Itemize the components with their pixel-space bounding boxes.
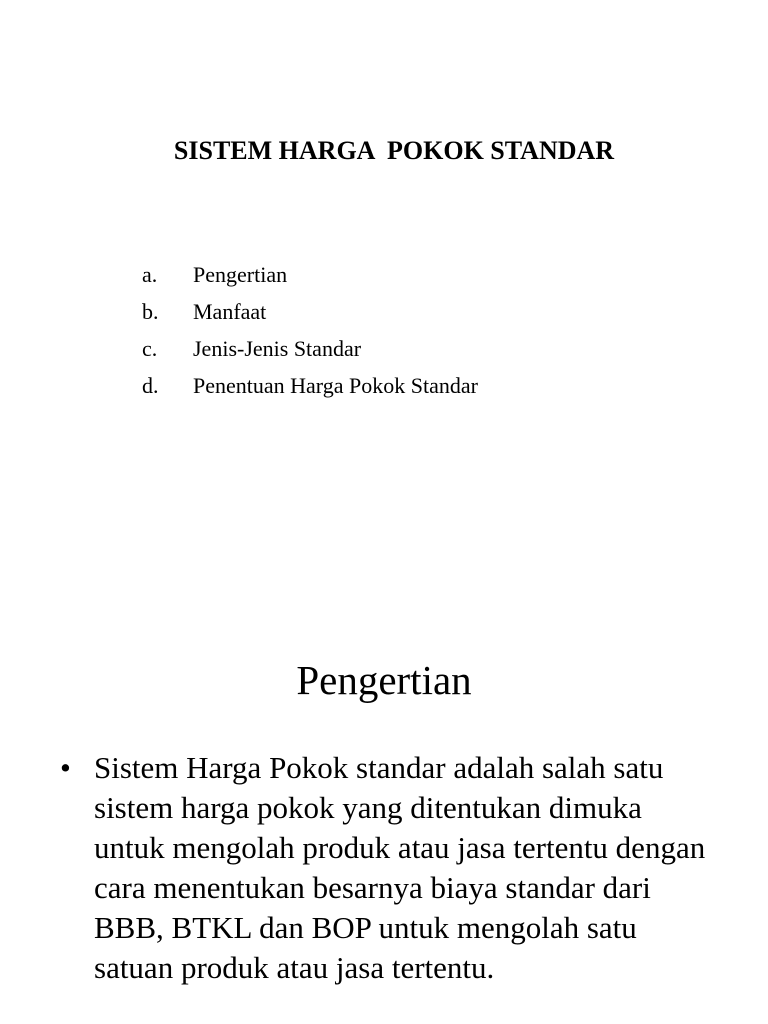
bullet-item (60, 748, 720, 988)
outline-item (142, 256, 478, 293)
slide-title: Pengertian (296, 657, 472, 703)
bullet-list (60, 748, 720, 988)
bullet-symbol: • (60, 750, 71, 785)
outline-marker: b. (142, 299, 159, 324)
outline-list (142, 256, 478, 404)
outline-item (142, 293, 478, 330)
outline-marker: a. (142, 262, 158, 287)
outline-text: Penentuan Harga Pokok Standar (193, 373, 478, 398)
outline-text: Jenis-Jenis Standar (193, 336, 362, 361)
slide-title: SISTEM HARGA POKOK STANDAR (173, 136, 615, 165)
outline-text: Manfaat (193, 299, 267, 324)
outline-item (142, 330, 478, 367)
outline-marker: d. (142, 373, 159, 398)
outline-text: Pengertian (193, 262, 288, 287)
outline-marker: c. (142, 336, 158, 361)
bullet-text: Sistem Harga Pokok standar adalah salah satu sistem harga pokok yang ditentukan dimuka untuk mengolah produk atau jasa tertentu dengan cara menentukan besarnya biaya standar dari BBB, BTKL dan BOP untuk mengolah satu satuan produk atau jasa tertentu. (94, 750, 706, 985)
slide-definition (0, 560, 768, 1024)
outline-item (142, 367, 478, 404)
